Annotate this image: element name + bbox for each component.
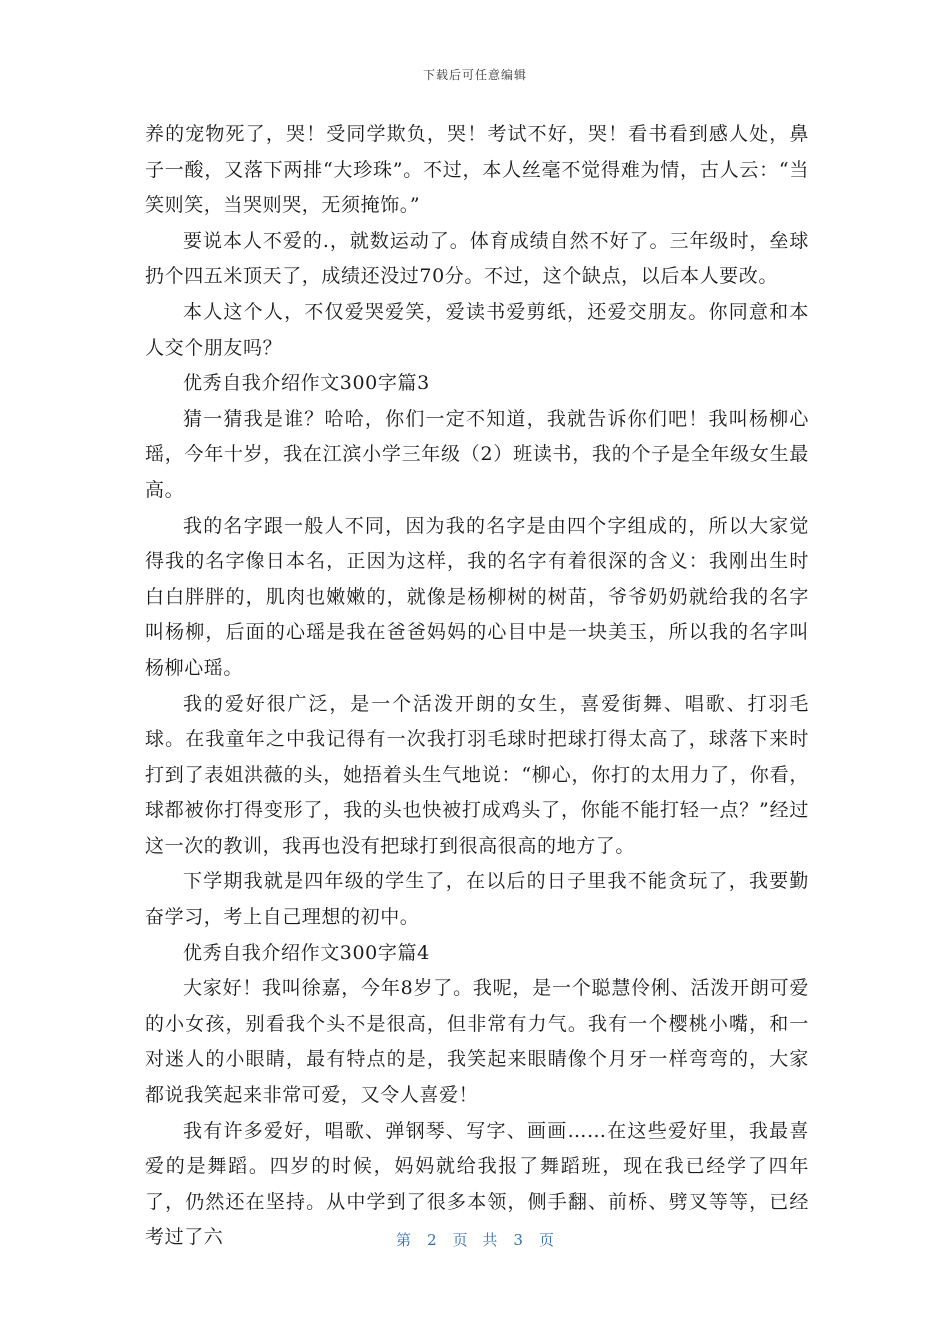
footer-total-pages: 3 <box>513 1231 523 1249</box>
document-body <box>145 117 809 1256</box>
section-heading: 优秀自我介绍作文300字篇4 <box>183 941 430 964</box>
paragraph: 大家好！我叫徐嘉，今年8岁了。我呢，是一个聪慧伶俐、活泼开朗可爱的小女孩，别看我个头不是很高，但非常有力气。我有一个樱桃小嘴，和一对迷人的小眼睛，最有特点的是，我笑起来眼睛像个月牙一样弯弯的，大家都说我笑起来非常可爱，又令人喜爱！ <box>145 977 809 1107</box>
paragraph: 我的爱好很广泛，是一个活泼开朗的女生，喜爱街舞、唱歌、打羽毛球。在我童年之中我记得有一次我打羽毛球时把球打得太高了，球落下来时打到了表姐洪薇的头，她捂着头生气地说：“柳心，你打的太用力了，你看，球都被你打得变形了，我的头也快被打成鸡头了，你能不能打轻一点？”经过这一次的教训，我再也没有把球打到很高很高的地方了。 <box>145 692 809 857</box>
page-footer <box>0 1229 950 1250</box>
paragraph: 我有许多爱好，唱歌、弹钢琴、写字、画画……在这些爱好里，我最喜爱的是舞蹈。四岁的时候，妈妈就给我报了舞蹈班，现在我已经学了四年了，仍然还在坚持。从中学到了很多本领，侧手翻、前桥、劈叉等等，已经考过了六 <box>145 1119 809 1249</box>
footer-suffix: 页 <box>538 1231 554 1249</box>
paragraph: 我的名字跟一般人不同，因为我的名字是由四个字组成的，所以大家觉得我的名字像日本名，正因为这样，我的名字有着很深的含义：我刚出生时白白胖胖的，肌肉也嫩嫩的，就像是杨柳树的树苗，爷爷奶奶就给我的名字叫杨柳，后面的心瑶是我在爸爸妈妈的心目中是一块美玉，所以我的名字叫杨柳心瑶。 <box>145 514 809 679</box>
paragraph: 下学期我就是四年级的学生了，在以后的日子里我不能贪玩了，我要勤奋学习，考上自己理想的初中。 <box>145 870 809 929</box>
footer-middle: 页 共 <box>452 1231 498 1249</box>
footer-prefix: 第 <box>396 1231 412 1249</box>
paragraph: 要说本人不爱的.，就数运动了。体育成绩自然不好了。三年级时，垒球扔个四五米顶天了，成绩还没过70分。不过，这个缺点，以后本人要改。 <box>145 229 809 288</box>
paragraph: 养的宠物死了，哭！受同学欺负，哭！考试不好，哭！看书看到感人处，鼻子一酸，又落下两排“大珍珠”。不过，本人丝毫不觉得难为情，古人云：“当笑则笑，当哭则哭，无须掩饰。” <box>145 123 809 217</box>
page-header: 下载后可任意编辑 <box>422 68 527 82</box>
paragraph: 本人这个人，不仅爱哭爱笑，爱读书爱剪纸，还爱交朋友。你同意和本人交个朋友吗？ <box>145 300 809 359</box>
paragraph: 猜一猜我是谁？哈哈，你们一定不知道，我就告诉你们吧！我叫杨柳心瑶，今年十岁，我在江滨小学三年级（2）班读书，我的个子是全年级女生最高。 <box>145 407 809 501</box>
footer-page-number: 2 <box>427 1231 437 1249</box>
section-heading: 优秀自我介绍作文300字篇3 <box>183 372 430 395</box>
